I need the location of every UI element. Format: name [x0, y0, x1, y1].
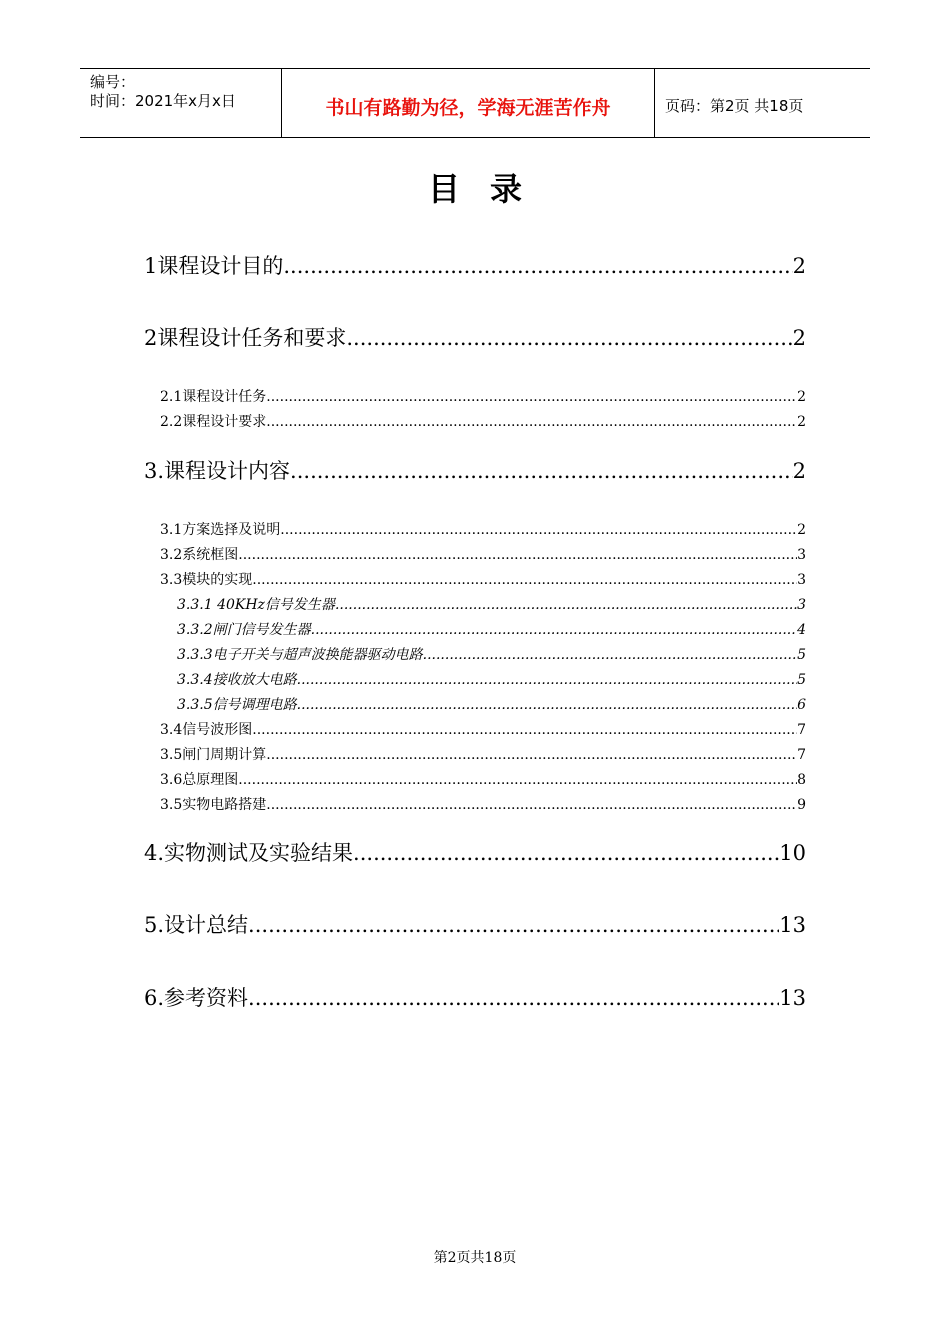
toc-entry-page: 9 — [797, 797, 806, 813]
document-time-label: 时间：2021年x月x日 — [90, 92, 236, 110]
toc-leader-dots — [266, 747, 797, 763]
toc-entry[interactable] — [144, 455, 806, 485]
toc-entry-text: 3.3.3电子开关与超声波换能器驱动电路 — [177, 647, 423, 663]
toc-entry[interactable] — [177, 669, 806, 689]
header-left-cell — [80, 69, 280, 137]
toc-entry-text: 3.3.5信号调理电路 — [177, 697, 297, 713]
toc-entry-text: 3.4信号波形图 — [160, 722, 253, 738]
toc-entry-text: 3.3模块的实现 — [160, 572, 253, 588]
toc-entry-text: 1课程设计目的 — [144, 254, 284, 278]
toc-entry-text: 2课程设计任务和要求 — [144, 326, 347, 350]
toc-entry-text: 2.2课程设计要求 — [160, 414, 267, 430]
toc-entry[interactable] — [177, 594, 806, 614]
toc-leader-dots — [346, 326, 792, 350]
header-motto-cell — [281, 69, 655, 137]
toc-leader-dots — [238, 772, 797, 788]
toc-entry[interactable] — [160, 744, 806, 764]
toc-entry-text: 3.3.4接收放大电路 — [177, 672, 297, 688]
toc-entry[interactable] — [144, 982, 806, 1012]
toc-entry-page: 5 — [797, 672, 806, 688]
toc-leader-dots — [297, 697, 797, 713]
header-page-info: 页码：第2页 共18页 — [665, 97, 804, 115]
toc-leader-dots — [266, 389, 797, 405]
toc-leader-dots — [353, 841, 779, 865]
document-number-label: 编号： — [90, 73, 136, 91]
toc-leader-dots — [423, 647, 797, 663]
toc-leader-dots — [252, 572, 797, 588]
toc-entry[interactable] — [144, 837, 806, 867]
toc-entry-text: 3.1方案选择及说明 — [160, 522, 281, 538]
toc-entry-text: 5.设计总结 — [144, 913, 249, 937]
toc-entry-page: 5 — [797, 647, 806, 663]
toc-leader-dots — [238, 547, 797, 563]
toc-leader-dots — [335, 597, 797, 613]
toc-entry-page: 3 — [797, 547, 806, 563]
toc-entry[interactable] — [160, 544, 806, 564]
toc-entry-page: 2 — [797, 414, 806, 430]
toc-entry-text: 4.实物测试及实验结果 — [144, 841, 354, 865]
toc-entry-page: 3 — [797, 572, 806, 588]
toc-entry-page: 10 — [779, 841, 806, 865]
toc-entry[interactable] — [144, 909, 806, 939]
toc-entry-page: 13 — [779, 913, 806, 937]
header-motto: 书山有路勤为径，学海无涯苦作舟 — [325, 97, 611, 119]
toc-leader-dots — [280, 522, 797, 538]
toc-entry-text: 3.2系统框图 — [160, 547, 239, 563]
toc-entry[interactable] — [160, 769, 806, 789]
toc-entry-page: 2 — [797, 389, 806, 405]
toc-entry-page: 6 — [797, 697, 806, 713]
toc-entry[interactable] — [177, 694, 806, 714]
toc-leader-dots — [252, 722, 797, 738]
toc-entry-text: 6.参考资料 — [144, 986, 249, 1010]
toc-entry[interactable] — [160, 569, 806, 589]
toc-entry-page: 13 — [779, 986, 806, 1010]
toc-entry-page: 2 — [792, 459, 806, 483]
toc-leader-dots — [266, 797, 797, 813]
toc-entry-page: 2 — [792, 254, 806, 278]
toc-leader-dots — [283, 254, 792, 278]
toc-entry-page: 8 — [797, 772, 806, 788]
toc-entry[interactable] — [160, 411, 806, 431]
toc-entry[interactable] — [160, 519, 806, 539]
toc-entry-page: 2 — [792, 326, 806, 350]
toc-entry[interactable] — [160, 794, 806, 814]
toc-entry[interactable] — [177, 644, 806, 664]
toc-leader-dots — [297, 672, 797, 688]
toc-leader-dots — [290, 459, 793, 483]
header-page-cell — [655, 69, 870, 137]
toc-entry-text: 3.课程设计内容 — [144, 459, 291, 483]
page-footer: 第2页共18页 — [433, 1250, 517, 1266]
toc-entry-text: 3.6总原理图 — [160, 772, 239, 788]
toc-entry-page: 3 — [797, 597, 806, 613]
toc-entry-page: 7 — [797, 747, 806, 763]
toc-leader-dots — [311, 622, 797, 638]
toc-entry[interactable] — [144, 250, 806, 280]
toc-title: 目录 — [427, 170, 552, 208]
toc-entry-text: 3.3.1 40KHz信号发生器 — [177, 597, 335, 613]
toc-entry-text: 3.5闸门周期计算 — [160, 747, 267, 763]
toc-entry[interactable] — [160, 719, 806, 739]
toc-entry-text: 3.5实物电路搭建 — [160, 797, 267, 813]
toc-entry[interactable] — [177, 619, 806, 639]
toc-entry-text: 2.1课程设计任务 — [160, 389, 267, 405]
toc-entry-page: 4 — [797, 622, 806, 638]
toc-entry-page: 7 — [797, 722, 806, 738]
toc-leader-dots — [248, 986, 779, 1010]
toc-entry[interactable] — [144, 322, 806, 352]
toc-entry-page: 2 — [797, 522, 806, 538]
toc-leader-dots — [248, 913, 779, 937]
toc-leader-dots — [266, 414, 797, 430]
toc-entry-text: 3.3.2闸门信号发生器 — [177, 622, 311, 638]
toc-entry[interactable] — [160, 386, 806, 406]
page-header — [80, 68, 870, 138]
